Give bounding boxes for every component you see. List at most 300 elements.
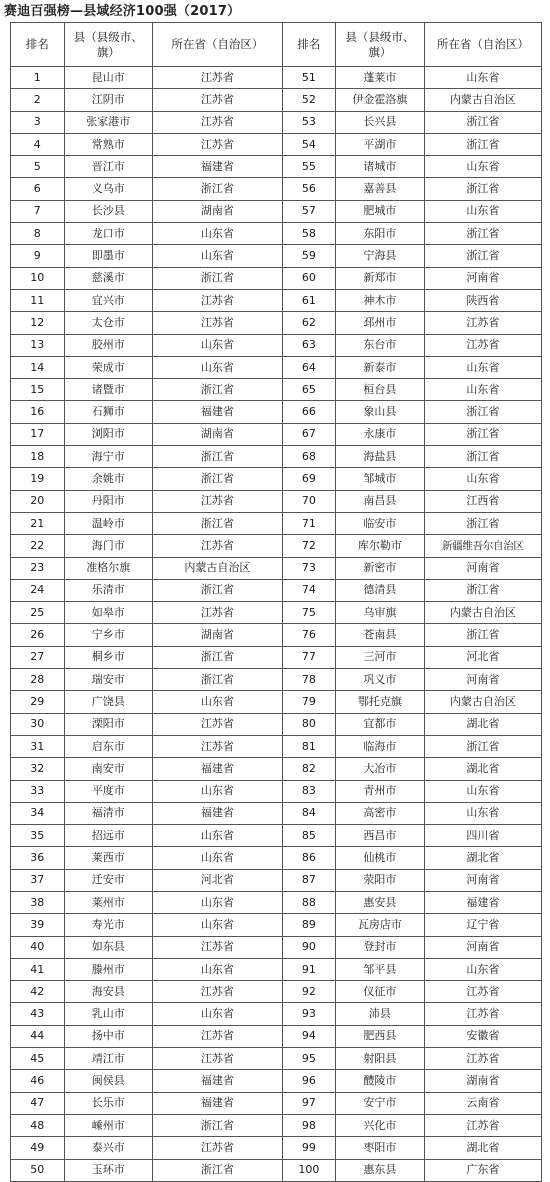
- county-right-cell: 邹城市: [336, 468, 425, 490]
- province-right-cell: 广东省: [424, 1159, 541, 1181]
- table-row: [11, 1159, 542, 1181]
- table-row: [11, 825, 542, 847]
- county-right-cell: 蓬莱市: [336, 67, 425, 89]
- rank-left-cell: 29: [11, 691, 65, 713]
- county-right-cell: 海盐县: [336, 446, 425, 468]
- county-right-cell: 南昌县: [336, 490, 425, 512]
- county-right-cell: 高密市: [336, 802, 425, 824]
- table-row: [11, 535, 542, 557]
- rank-right-cell: 55: [282, 156, 336, 178]
- county-header-line1: 县（县级市、: [345, 29, 415, 44]
- province-right-cell: 福建省: [424, 891, 541, 913]
- rank-left-cell: 11: [11, 289, 65, 311]
- table-row: [11, 981, 542, 1003]
- rank-left-cell: 3: [11, 111, 65, 133]
- county-left-cell: 靖江市: [64, 1048, 153, 1070]
- province-left-cell: 江苏省: [153, 1048, 283, 1070]
- rank-left-cell: 4: [11, 133, 65, 155]
- county-right-cell: 仪征市: [336, 981, 425, 1003]
- county-left-cell: 余姚市: [64, 468, 153, 490]
- county-right-cell: 长兴县: [336, 111, 425, 133]
- rank-right-cell: 61: [282, 289, 336, 311]
- table-row: [11, 557, 542, 579]
- province-left-cell: 内蒙古自治区: [153, 557, 283, 579]
- rank-right-cell: 79: [282, 691, 336, 713]
- province-left-cell: 浙江省: [153, 646, 283, 668]
- county-left-cell: 慈溪市: [64, 267, 153, 289]
- county-header-right: [336, 23, 425, 67]
- province-right-cell: 内蒙古自治区: [424, 691, 541, 713]
- rank-left-cell: 36: [11, 847, 65, 869]
- province-right-cell: 浙江省: [424, 735, 541, 757]
- county-right-cell: 青州市: [336, 780, 425, 802]
- province-right-cell: 江苏省: [424, 312, 541, 334]
- province-right-cell: 河南省: [424, 267, 541, 289]
- rank-left-cell: 23: [11, 557, 65, 579]
- rank-right-cell: 88: [282, 891, 336, 913]
- county-left-cell: 如东县: [64, 936, 153, 958]
- province-right-cell: 江西省: [424, 490, 541, 512]
- county-right-cell: 惠安县: [336, 891, 425, 913]
- county-left-cell: 石狮市: [64, 401, 153, 423]
- county-right-cell: 东台市: [336, 334, 425, 356]
- table-row: [11, 133, 542, 155]
- province-left-cell: 江苏省: [153, 490, 283, 512]
- rank-left-cell: 49: [11, 1137, 65, 1159]
- province-right-cell: 山东省: [424, 958, 541, 980]
- rank-right-cell: 99: [282, 1137, 336, 1159]
- rank-left-cell: 13: [11, 334, 65, 356]
- province-right-cell: 山东省: [424, 468, 541, 490]
- county-left-cell: 诸暨市: [64, 379, 153, 401]
- table-row: [11, 1137, 542, 1159]
- table-row: [11, 1003, 542, 1025]
- county-left-cell: 海安县: [64, 981, 153, 1003]
- county-left-cell: 昆山市: [64, 67, 153, 89]
- table-row: [11, 602, 542, 624]
- rank-left-cell: 33: [11, 780, 65, 802]
- county-right-cell: 库尔勒市: [336, 535, 425, 557]
- province-left-cell: 山东省: [153, 825, 283, 847]
- county-header-line2: 旗）: [96, 44, 120, 59]
- province-right-cell: 浙江省: [424, 245, 541, 267]
- province-left-cell: 江苏省: [153, 735, 283, 757]
- rank-left-cell: 17: [11, 423, 65, 445]
- table-row: [11, 223, 542, 245]
- province-left-cell: 江苏省: [153, 936, 283, 958]
- province-right-cell: 山东省: [424, 780, 541, 802]
- county-left-cell: 江阴市: [64, 89, 153, 111]
- province-left-cell: 江苏省: [153, 981, 283, 1003]
- table-row: [11, 468, 542, 490]
- county-left-cell: 南安市: [64, 758, 153, 780]
- table-row: [11, 735, 542, 757]
- province-left-cell: 浙江省: [153, 669, 283, 691]
- table-row: [11, 1092, 542, 1114]
- rank-left-cell: 39: [11, 914, 65, 936]
- rank-left-cell: 12: [11, 312, 65, 334]
- county-right-cell: 永康市: [336, 423, 425, 445]
- province-right-cell: 内蒙古自治区: [424, 89, 541, 111]
- province-left-cell: 江苏省: [153, 89, 283, 111]
- rank-right-cell: 58: [282, 223, 336, 245]
- county-right-cell: 神木市: [336, 289, 425, 311]
- rank-right-cell: 93: [282, 1003, 336, 1025]
- county-right-cell: 荥阳市: [336, 869, 425, 891]
- table-row: [11, 1070, 542, 1092]
- rank-left-cell: 47: [11, 1092, 65, 1114]
- rank-left-cell: 50: [11, 1159, 65, 1181]
- province-right-cell: 湖北省: [424, 713, 541, 735]
- province-left-cell: 山东省: [153, 891, 283, 913]
- county-left-cell: 平度市: [64, 780, 153, 802]
- province-left-cell: 山东省: [153, 847, 283, 869]
- province-left-cell: 福建省: [153, 758, 283, 780]
- rank-left-cell: 27: [11, 646, 65, 668]
- county-right-cell: 东阳市: [336, 223, 425, 245]
- rank-header-right: 排名: [282, 23, 336, 67]
- province-right-cell: 浙江省: [424, 178, 541, 200]
- province-right-cell: 浙江省: [424, 579, 541, 601]
- table-row: [11, 914, 542, 936]
- table-row: [11, 646, 542, 668]
- province-left-cell: 江苏省: [153, 1137, 283, 1159]
- county-right-cell: 肥西县: [336, 1025, 425, 1047]
- county-left-cell: 常熟市: [64, 133, 153, 155]
- county-right-cell: 瓦房店市: [336, 914, 425, 936]
- county-header-line2: 旗）: [368, 44, 392, 59]
- province-right-cell: 江苏省: [424, 1048, 541, 1070]
- province-left-cell: 浙江省: [153, 1114, 283, 1136]
- rank-left-cell: 18: [11, 446, 65, 468]
- table-row: [11, 178, 542, 200]
- county-right-cell: 惠东县: [336, 1159, 425, 1181]
- rank-right-cell: 84: [282, 802, 336, 824]
- county-left-cell: 寿光市: [64, 914, 153, 936]
- county-right-cell: 宁海县: [336, 245, 425, 267]
- province-right-cell: 山东省: [424, 67, 541, 89]
- rank-left-cell: 40: [11, 936, 65, 958]
- table-row: [11, 289, 542, 311]
- rank-right-cell: 92: [282, 981, 336, 1003]
- rank-right-cell: 65: [282, 379, 336, 401]
- rank-left-cell: 48: [11, 1114, 65, 1136]
- county-left-cell: 龙口市: [64, 223, 153, 245]
- province-right-cell: 浙江省: [424, 423, 541, 445]
- rank-left-cell: 19: [11, 468, 65, 490]
- table-row: [11, 111, 542, 133]
- county-right-cell: 三河市: [336, 646, 425, 668]
- rank-left-cell: 43: [11, 1003, 65, 1025]
- county-right-cell: 平湖市: [336, 133, 425, 155]
- province-right-cell: 山东省: [424, 156, 541, 178]
- province-left-cell: 湖南省: [153, 200, 283, 222]
- rank-left-cell: 15: [11, 379, 65, 401]
- province-left-cell: 江苏省: [153, 312, 283, 334]
- province-left-cell: 浙江省: [153, 379, 283, 401]
- rank-right-cell: 51: [282, 67, 336, 89]
- county-right-cell: 醴陵市: [336, 1070, 425, 1092]
- province-right-cell: 浙江省: [424, 133, 541, 155]
- county-left-cell: 莱西市: [64, 847, 153, 869]
- county-left-cell: 海宁市: [64, 446, 153, 468]
- province-left-cell: 浙江省: [153, 579, 283, 601]
- county-right-cell: 邹平县: [336, 958, 425, 980]
- rank-left-cell: 10: [11, 267, 65, 289]
- table-row: [11, 713, 542, 735]
- province-right-cell: 江苏省: [424, 981, 541, 1003]
- province-right-cell: 湖南省: [424, 1070, 541, 1092]
- table-row: [11, 691, 542, 713]
- county-right-cell: 伊金霍洛旗: [336, 89, 425, 111]
- rank-left-cell: 9: [11, 245, 65, 267]
- table-row: [11, 401, 542, 423]
- province-right-cell: 江苏省: [424, 1003, 541, 1025]
- rank-right-cell: 67: [282, 423, 336, 445]
- rank-left-cell: 16: [11, 401, 65, 423]
- county-left-cell: 乐清市: [64, 579, 153, 601]
- rank-left-cell: 35: [11, 825, 65, 847]
- province-left-cell: 浙江省: [153, 468, 283, 490]
- county-right-cell: 嘉善县: [336, 178, 425, 200]
- county-right-cell: 大冶市: [336, 758, 425, 780]
- province-left-cell: 福建省: [153, 1070, 283, 1092]
- county-left-cell: 海门市: [64, 535, 153, 557]
- table-row: [11, 847, 542, 869]
- county-left-cell: 宁乡市: [64, 624, 153, 646]
- table-row: [11, 891, 542, 913]
- county-left-cell: 莱州市: [64, 891, 153, 913]
- province-left-cell: 江苏省: [153, 535, 283, 557]
- province-right-cell: 浙江省: [424, 512, 541, 534]
- table-row: [11, 356, 542, 378]
- county-header-left: [64, 23, 153, 67]
- province-left-cell: 山东省: [153, 958, 283, 980]
- table-row: [11, 936, 542, 958]
- county-right-cell: 新泰市: [336, 356, 425, 378]
- province-right-cell: 山东省: [424, 802, 541, 824]
- province-left-cell: 江苏省: [153, 713, 283, 735]
- rank-left-cell: 46: [11, 1070, 65, 1092]
- rank-right-cell: 73: [282, 557, 336, 579]
- county-left-cell: 瑞安市: [64, 669, 153, 691]
- rank-left-cell: 32: [11, 758, 65, 780]
- province-right-cell: 湖北省: [424, 1137, 541, 1159]
- rank-right-cell: 75: [282, 602, 336, 624]
- province-header-right: 所在省（自治区）: [424, 23, 541, 67]
- rank-left-cell: 14: [11, 356, 65, 378]
- rank-right-cell: 95: [282, 1048, 336, 1070]
- province-left-cell: 山东省: [153, 691, 283, 713]
- rank-right-cell: 82: [282, 758, 336, 780]
- province-left-cell: 江苏省: [153, 602, 283, 624]
- table-row: [11, 312, 542, 334]
- county-right-cell: 诸城市: [336, 156, 425, 178]
- county-right-cell: 巩义市: [336, 669, 425, 691]
- rank-right-cell: 78: [282, 669, 336, 691]
- table-row: [11, 200, 542, 222]
- rank-right-cell: 66: [282, 401, 336, 423]
- county-left-cell: 玉环市: [64, 1159, 153, 1181]
- rank-right-cell: 89: [282, 914, 336, 936]
- rank-left-cell: 31: [11, 735, 65, 757]
- county-left-cell: 嵊州市: [64, 1114, 153, 1136]
- rank-right-cell: 98: [282, 1114, 336, 1136]
- province-left-cell: 浙江省: [153, 178, 283, 200]
- rank-right-cell: 87: [282, 869, 336, 891]
- province-left-cell: 浙江省: [153, 267, 283, 289]
- rank-left-cell: 5: [11, 156, 65, 178]
- rank-right-cell: 74: [282, 579, 336, 601]
- rank-left-cell: 42: [11, 981, 65, 1003]
- county-right-cell: 兴化市: [336, 1114, 425, 1136]
- rank-right-cell: 90: [282, 936, 336, 958]
- county-right-cell: 仙桃市: [336, 847, 425, 869]
- province-right-cell: 新疆维吾尔自治区: [424, 535, 541, 557]
- province-left-cell: 山东省: [153, 780, 283, 802]
- county-left-cell: 启东市: [64, 735, 153, 757]
- table-row: [11, 423, 542, 445]
- county-left-cell: 泰兴市: [64, 1137, 153, 1159]
- table-row: [11, 446, 542, 468]
- rank-header-left: 排名: [11, 23, 65, 67]
- province-right-cell: 山东省: [424, 200, 541, 222]
- province-right-cell: 河北省: [424, 646, 541, 668]
- rank-right-cell: 59: [282, 245, 336, 267]
- rank-right-cell: 52: [282, 89, 336, 111]
- rank-right-cell: 91: [282, 958, 336, 980]
- rank-right-cell: 56: [282, 178, 336, 200]
- rank-left-cell: 44: [11, 1025, 65, 1047]
- county-right-cell: 新郑市: [336, 267, 425, 289]
- table-row: [11, 802, 542, 824]
- province-left-cell: 浙江省: [153, 512, 283, 534]
- table-row: [11, 334, 542, 356]
- table-row: [11, 1048, 542, 1070]
- province-right-cell: 山东省: [424, 379, 541, 401]
- county-left-cell: 丹阳市: [64, 490, 153, 512]
- rank-right-cell: 97: [282, 1092, 336, 1114]
- rank-left-cell: 34: [11, 802, 65, 824]
- rank-left-cell: 38: [11, 891, 65, 913]
- table-row: [11, 379, 542, 401]
- rank-right-cell: 53: [282, 111, 336, 133]
- rank-right-cell: 71: [282, 512, 336, 534]
- table-row: [11, 89, 542, 111]
- county-left-cell: 准格尔旗: [64, 557, 153, 579]
- table-body: [11, 67, 542, 1182]
- rank-right-cell: 76: [282, 624, 336, 646]
- county-right-cell: 射阳县: [336, 1048, 425, 1070]
- province-right-cell: 浙江省: [424, 624, 541, 646]
- county-right-cell: 宜都市: [336, 713, 425, 735]
- rank-left-cell: 37: [11, 869, 65, 891]
- rank-left-cell: 2: [11, 89, 65, 111]
- county-left-cell: 晋江市: [64, 156, 153, 178]
- table-row: [11, 958, 542, 980]
- rank-right-cell: 94: [282, 1025, 336, 1047]
- county-left-cell: 招远市: [64, 825, 153, 847]
- province-right-cell: 安徽省: [424, 1025, 541, 1047]
- province-right-cell: 河南省: [424, 557, 541, 579]
- rank-right-cell: 60: [282, 267, 336, 289]
- county-left-cell: 滕州市: [64, 958, 153, 980]
- province-left-cell: 江苏省: [153, 1025, 283, 1047]
- county-left-cell: 扬中市: [64, 1025, 153, 1047]
- rank-left-cell: 30: [11, 713, 65, 735]
- rank-right-cell: 72: [282, 535, 336, 557]
- table-row: [11, 869, 542, 891]
- province-left-cell: 山东省: [153, 914, 283, 936]
- rank-left-cell: 1: [11, 67, 65, 89]
- rank-right-cell: 100: [282, 1159, 336, 1181]
- rank-left-cell: 21: [11, 512, 65, 534]
- province-left-cell: 浙江省: [153, 1159, 283, 1181]
- rank-right-cell: 86: [282, 847, 336, 869]
- rank-right-cell: 69: [282, 468, 336, 490]
- county-left-cell: 义乌市: [64, 178, 153, 200]
- province-right-cell: 云南省: [424, 1092, 541, 1114]
- province-right-cell: 浙江省: [424, 223, 541, 245]
- rank-right-cell: 81: [282, 735, 336, 757]
- rank-left-cell: 7: [11, 200, 65, 222]
- rank-right-cell: 80: [282, 713, 336, 735]
- county-right-cell: 苍南县: [336, 624, 425, 646]
- province-right-cell: 浙江省: [424, 446, 541, 468]
- rank-right-cell: 83: [282, 780, 336, 802]
- province-left-cell: 江苏省: [153, 133, 283, 155]
- table-row: [11, 156, 542, 178]
- table-row: [11, 267, 542, 289]
- page-title: 赛迪百强榜—县域经济100强（2017）: [4, 4, 241, 19]
- province-left-cell: 福建省: [153, 802, 283, 824]
- province-left-cell: 福建省: [153, 401, 283, 423]
- province-right-cell: 浙江省: [424, 401, 541, 423]
- rank-right-cell: 70: [282, 490, 336, 512]
- province-right-cell: 浙江省: [424, 111, 541, 133]
- table-row: [11, 758, 542, 780]
- table-row: [11, 67, 542, 89]
- rank-right-cell: 77: [282, 646, 336, 668]
- table-row: [11, 780, 542, 802]
- rank-right-cell: 62: [282, 312, 336, 334]
- province-left-cell: 河北省: [153, 869, 283, 891]
- county-right-cell: 肥城市: [336, 200, 425, 222]
- county-right-cell: 德清县: [336, 579, 425, 601]
- county-left-cell: 胶州市: [64, 334, 153, 356]
- province-left-cell: 浙江省: [153, 446, 283, 468]
- province-right-cell: 河南省: [424, 936, 541, 958]
- province-right-cell: 河南省: [424, 869, 541, 891]
- province-right-cell: 江苏省: [424, 334, 541, 356]
- province-left-cell: 山东省: [153, 1003, 283, 1025]
- province-right-cell: 湖北省: [424, 847, 541, 869]
- county-right-cell: 沛县: [336, 1003, 425, 1025]
- county-left-cell: 温岭市: [64, 512, 153, 534]
- province-right-cell: 陕西省: [424, 289, 541, 311]
- province-left-cell: 山东省: [153, 245, 283, 267]
- rank-right-cell: 85: [282, 825, 336, 847]
- province-left-cell: 湖南省: [153, 423, 283, 445]
- county-left-cell: 桐乡市: [64, 646, 153, 668]
- rank-left-cell: 26: [11, 624, 65, 646]
- county-right-cell: 登封市: [336, 936, 425, 958]
- county-right-cell: 新密市: [336, 557, 425, 579]
- rank-left-cell: 25: [11, 602, 65, 624]
- county-left-cell: 闽侯县: [64, 1070, 153, 1092]
- rank-left-cell: 6: [11, 178, 65, 200]
- rank-left-cell: 41: [11, 958, 65, 980]
